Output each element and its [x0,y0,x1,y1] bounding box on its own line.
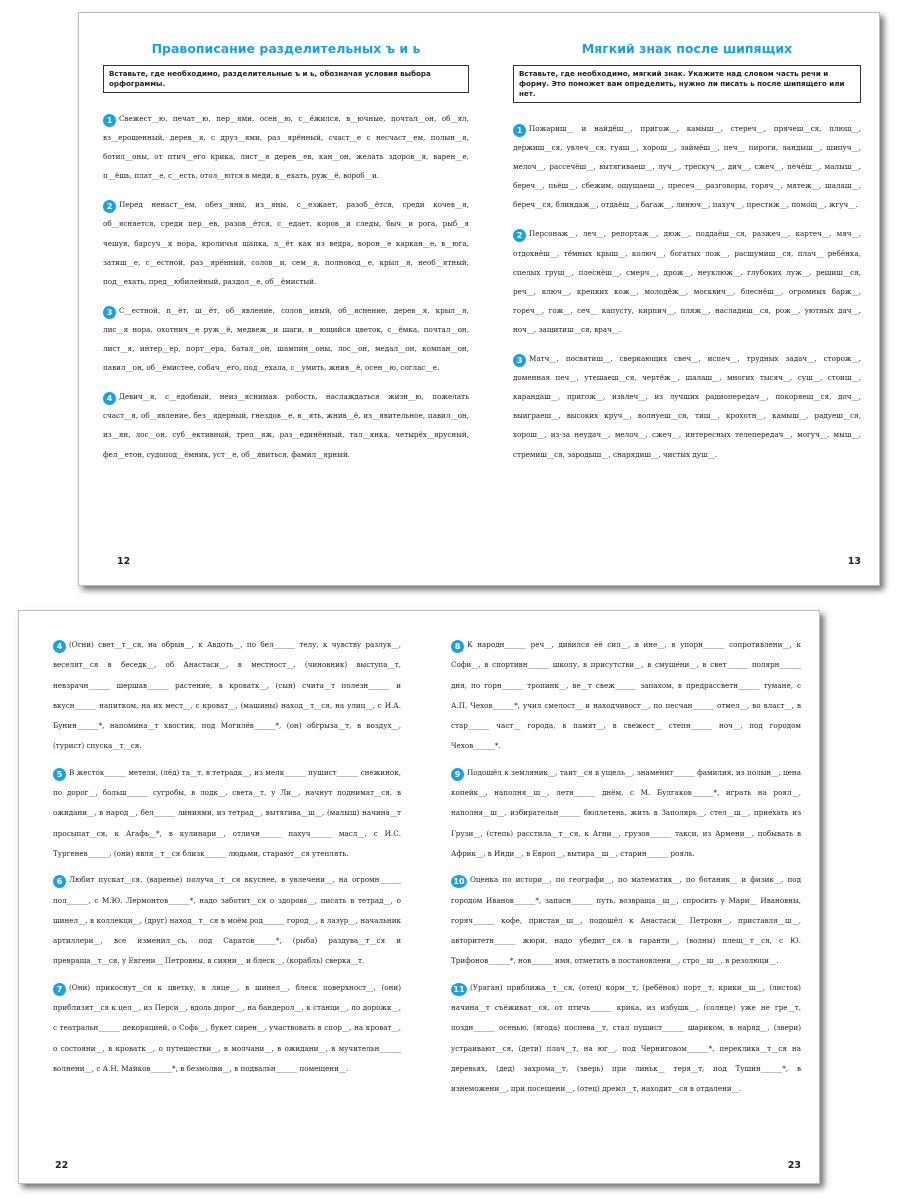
exercise-number-badge: 9 [451,768,464,781]
exercise-number-badge: 5 [53,768,66,781]
exercise [103,195,469,290]
exercise-text: Любит пускат__ся, (варенье) получа__т__ся вкуснее, в увлечени__, на огромн______ пол______, с М.Ю. Лермонтов______*, надо заботит__ся о здоровь__, писать в тетрад__, о шинел__, в коллекци__, (друг) наход__т__ся в моём род______ город__, в лазур__, начальник артиллери__, все изменил__сь, под Саратов______*, (рыба) раздува__т__ся и превраща__т__ся, у Евгени__ Петровны, в сияни__ и блеск__, (корабль) сверка__т. [53,875,401,966]
exercise [53,763,401,864]
exercise-number-badge: 4 [53,640,66,653]
page-heading: Правописание разделительных ъ и ь [151,41,421,56]
exercise-number-badge: 11 [451,983,467,996]
exercise-number-badge: 4 [103,392,116,405]
exercise-number-badge: 6 [53,875,66,888]
exercise [103,301,469,377]
top-book-spread [78,12,880,586]
exercise-text: (Они) прикоснут__ся к цветку, в лице__, в шинел__, блеск поверхност__, (они) приблизят__ся к цел__, из Перси__, вдоль дорог__, на бандерол__, к станци__, по дорожк__, с театральн______ декорацией, о Софь__, букет сирен__, участвовать в спор__, на кроват__, о состояни__, в кроватк__, о путешестви__, в молчани__, в ожидани__, в мучительн______ волнени__, с А.Н. Майков______*, в безмолви__, в подвальн______ помещени__. [53,982,401,1073]
exercise [513,119,861,214]
exercise-number-badge: 2 [513,229,526,242]
exercise-number-badge: 1 [103,114,116,127]
exercise-text: Подошёл к земляник__, таит__ся в ущель__, знаменит______ фамилия, из полын__, цена копейк__, наполня__ш__, летн______ днём, с М. Булгаков______*, играть на роял__, наполня__ш__, избирательн______ бюллетень, жить в Заполярь__, стел__ш__, приехать из Грузи__, (степь) расстила__т__ся, к Агни__, грузов______ такси, из Армени__, побывать в Африк__, в Инди__, в Европ__, вытира__ш__, старин______ рояль. [451,767,801,858]
exercise-text: В жесток______ метели, (лёд) та__т, в тетрадк__, из мелк______ пушист______ снежинок, по дорог__, больш______ сугробы, в лодк__, света__т, у Ли__, начнут поднимат__ся, в ожидани__, в народ__, бел______ линиями, из тетрад__, вытягива__ш__, (малыш) начина__т просыпат__ся, к Агафь__*, в кулинари__, отличн______ пахуч______ масл__, с И.С. Тургенев______, (они) явля__т__ся близк______ людьми, старают__ся утеплять. [53,767,401,858]
instruction-box: Вставьте, где необходимо, мягкий знак. Укажите над словом часть речи и форму. Это поможет вам определить, нужно ли писать ь после шипящего или нет. [513,65,861,103]
bottom-book-spread [18,610,820,1184]
exercise [53,635,401,757]
exercise [103,109,469,185]
exercise-text: Персонаж__, леч__, репортаж__, дюж__, поддаёш__ся, разжеч__, картеч__, мяч__, отдохнёш__, тёмных крыш__, колюч__, богатых лож__, расшумиш__ся, плач__ ребёнка, спелых груш__, плеснёш__, смерч__, дрож__, неуклюж__, глубоких луж__, решиш__ся, реч__, ключ__, крепких кож__, молодёж__, москвич__, блеснёш__, огромных барж__, гореч__, гож__, сеч__ капусту, кирпич__, пляж__, насладиш__ся, рож__, уютных дач__, ноч__, защитиш__ся, врач__. [513,229,861,334]
exercise [451,978,801,1100]
exercise-text: Свежест__ю, печат__ю, пер__ями, осен__ю, с__ёжился, в__ючные, почтал__он, об__ял, вз__ерошенный, дерев__я, с друз__ями, раз__ярённый, счаст__е с несчаст__ем, полын__я, ботил__оны, от птич__его крика, лист__я дерев__ев, кан__он, желать здоров__я, варен__е, п__ёшь, плат__е, с__есть, отол__ются в меди, в__ехать, руж__ё, вороб__и. [103,114,469,181]
exercise-text: (Ураган) приближа__т__ся, (отец) корм__т, (ребёнок) порт__т, крики__ш__, (листок) начина__т съёживат__ся, от птичь______ крика, из избушк__, (солнце) уже не гре__т, поздн______ осенью, (ягода) поспева__т, стал пушист______ шариком, в наряд__, (звери) устраивают__ся, (дети) плач__т, на юг__, под Черниговом______*, переклика__т__ся на деревьях, (дед) захрома__т, (зверь) при линьк__ теря__т, под Тушин______*, в изнеможени__, при посещени__, (отец) дремл__т, находит__ся в отдалени__. [451,982,801,1094]
exercise-number-badge: 3 [103,306,116,319]
page-heading: Мягкий знак после шипящих [581,41,793,56]
page-number: 12 [117,556,131,567]
exercise [103,387,469,463]
instruction-box: Вставьте, где необходимо, разделительные ъ и ь, обозначая условия выбора орфограммы. [103,65,469,93]
exercise [513,349,861,464]
exercise-number-badge: 10 [451,875,467,888]
page-12 [103,13,469,585]
exercise [513,224,861,339]
exercise [53,870,401,971]
exercise-text: Оценка по истори__, по географи__, по математик__, по ботаник__ и физик__, под городом Иванов______*, запасн______ путь, возвраща__ш__, спросить у Мари__ Ивановны, горяч______ кофе, пристав__ш__, подошёл к Анастаси__ Петровн__, приставля__ш__, авторитетн______ жюри, надо убедит__ся в гаранти__, (волны) плещ__т__ся, с Ю. Трифонов______*, нов______ имя, отметить в постановлени__, стро__ш__, в резолюци__. [451,875,801,966]
page-number: 22 [55,1160,69,1171]
page-22 [53,611,401,1183]
exercise-text: Матч__, посвятиш__, сверкающих свеч__, испеч__, трудных задач__, сторож__, доменная печ__, утешаеш__ся, чертёж__, шалаш__, многих тысяч__, суш__, стоиш__, карандаш__, пригож__, извлеч__, из лучших радиопередач__, покоряеш__ся, доч__, выиграеш__, высоких круч__, волнуеш__ся, тиш__, крохотн__, камыш__, радуеш__ся, хорош__, из-за неудач__, мелоч__, сжеч__, интересных телепередач__, могуч__, мыш__, стремиш__ся, зародыш__, снарядиш__, чистых душ__. [513,354,861,459]
exercise-text: Пожариш__ и найдёш__, пригож__, камыш__, стереч__, прячеш__ся, плющ__, держиш__ся, увлеч__ся, гуаш__, хорош__, займёш__, печ__ пироги, ландыш__, шипуч__, мелоч__, рассечёш__, вытягиваеш__, луч__, трескуч__, дич__, сжеч__, печёш__, малыш__, береч__, пьёш__, сбежим, ощущаеш__, пресеч__ разговоры, горяч__, мятеж__, шалаш__, береч__ся, блиндаж__, отдаёш__, багаж__, линюч__, пахуч__, престиж__, помощ__, жгуч__. [513,124,861,210]
exercise-text: (Огни) свет__т__ся, на обрыв__, к Авдоть__, по бел______ телу, к чувству разлук__, веселят__ся в беседк__, об Анастаси__, в местност__, (чиновник) выступа__т, невзрачн______ шершав______ растение, в кроватк__, (сын) счита__т полезн______ и вкусн______ напитком, на их мест__, с кроват__, (машины) наход__т__ся, на улиц__, с И.А. Бунин______*, напомина__т хвостик, под Могилёв______*, (он) обгрыза__т, в воздух__, (турист) спуска__т__ся. [53,640,401,751]
exercise-number-badge: 8 [451,640,464,653]
exercise-text: Перед ненаст__ем, обез__яны, из__яны, с__езжает, разоб__ётся, среди кочев__я, об__ясняется, среди пер__ев, разов__ётся, с__едает, коров__и следы, быч__и рога, рыб__я чешуя, барсуч__я нора, кроличья шапка, л__ёт как из ведра, ворон__е каркан__е, в__юга, затиш__е, с__естной, раз__ярённый, солов__и, сем__я, полновод__е, крыл__я, необ__ятный, под__ехать, пред__юбилейный, раздол__е, об__ёмистый. [103,200,469,286]
exercise [451,763,801,864]
page-13 [513,13,861,585]
exercise [53,978,401,1079]
exercise [451,870,801,971]
page-23 [451,611,801,1183]
exercise-number-badge: 2 [103,200,116,213]
exercise-number-badge: 3 [513,354,526,367]
exercise [451,635,801,757]
exercise-number-badge: 1 [513,124,526,137]
page-number: 23 [787,1160,801,1171]
exercise-number-badge: 7 [53,983,66,996]
exercise-text: К народн______ реч__, дивился её сил__, в ине__, в упорн______ сопротивлени__, к Софи__, в спортивн______ школу, в присутстви__, в смущени__, в свет______ полярн______ дня, по горн______ тропинк__, ве__т свеж______ запахом, в предрассветн______ тумане, с А.П. Чехов______*, учил смелост__ и находчивост__, по песчан______ отмел__, во власт__, в стар______ част__ города, в памят__, в свежест__ степн______ ноч__, под городом Чехов______*. [451,640,801,751]
exercise-text: Девич__я, с__едобный, неиз__яснимая робость, наслаждаться жизн__ю, пожелать счаст__я, об__явление, без__ядерный, гнездов__е, в__ять, жнив__ё, из__явительное, павил__он, из__ян, лос__он, суб__ективный, трел__яж, раз__единённый, тал__янка, четырёх__ярусный, фел__етон, судопод__ёмник, уст__е, об__явиться, фамил__ярный. [103,392,469,459]
page-number: 13 [847,556,861,567]
exercise-text: С__естной, п__ёт, ш__ёт, об__явление, солов__иный, об__яснение, дерев__я, крыл__я, лис__я нора, охотнич__е руж__ё, медвеж__и шаги, в__ющийся цветок, с__ёмка, почтал__он, лист__я, интер__ер, порт__ера, батал__он, шампин__оны, лос__он, медал__он, компан__он, павил__он, об__ёмистее, собач__его, под__ехала, с__умить, жнив__ё, осен__ю, соглас__е. [103,305,469,373]
